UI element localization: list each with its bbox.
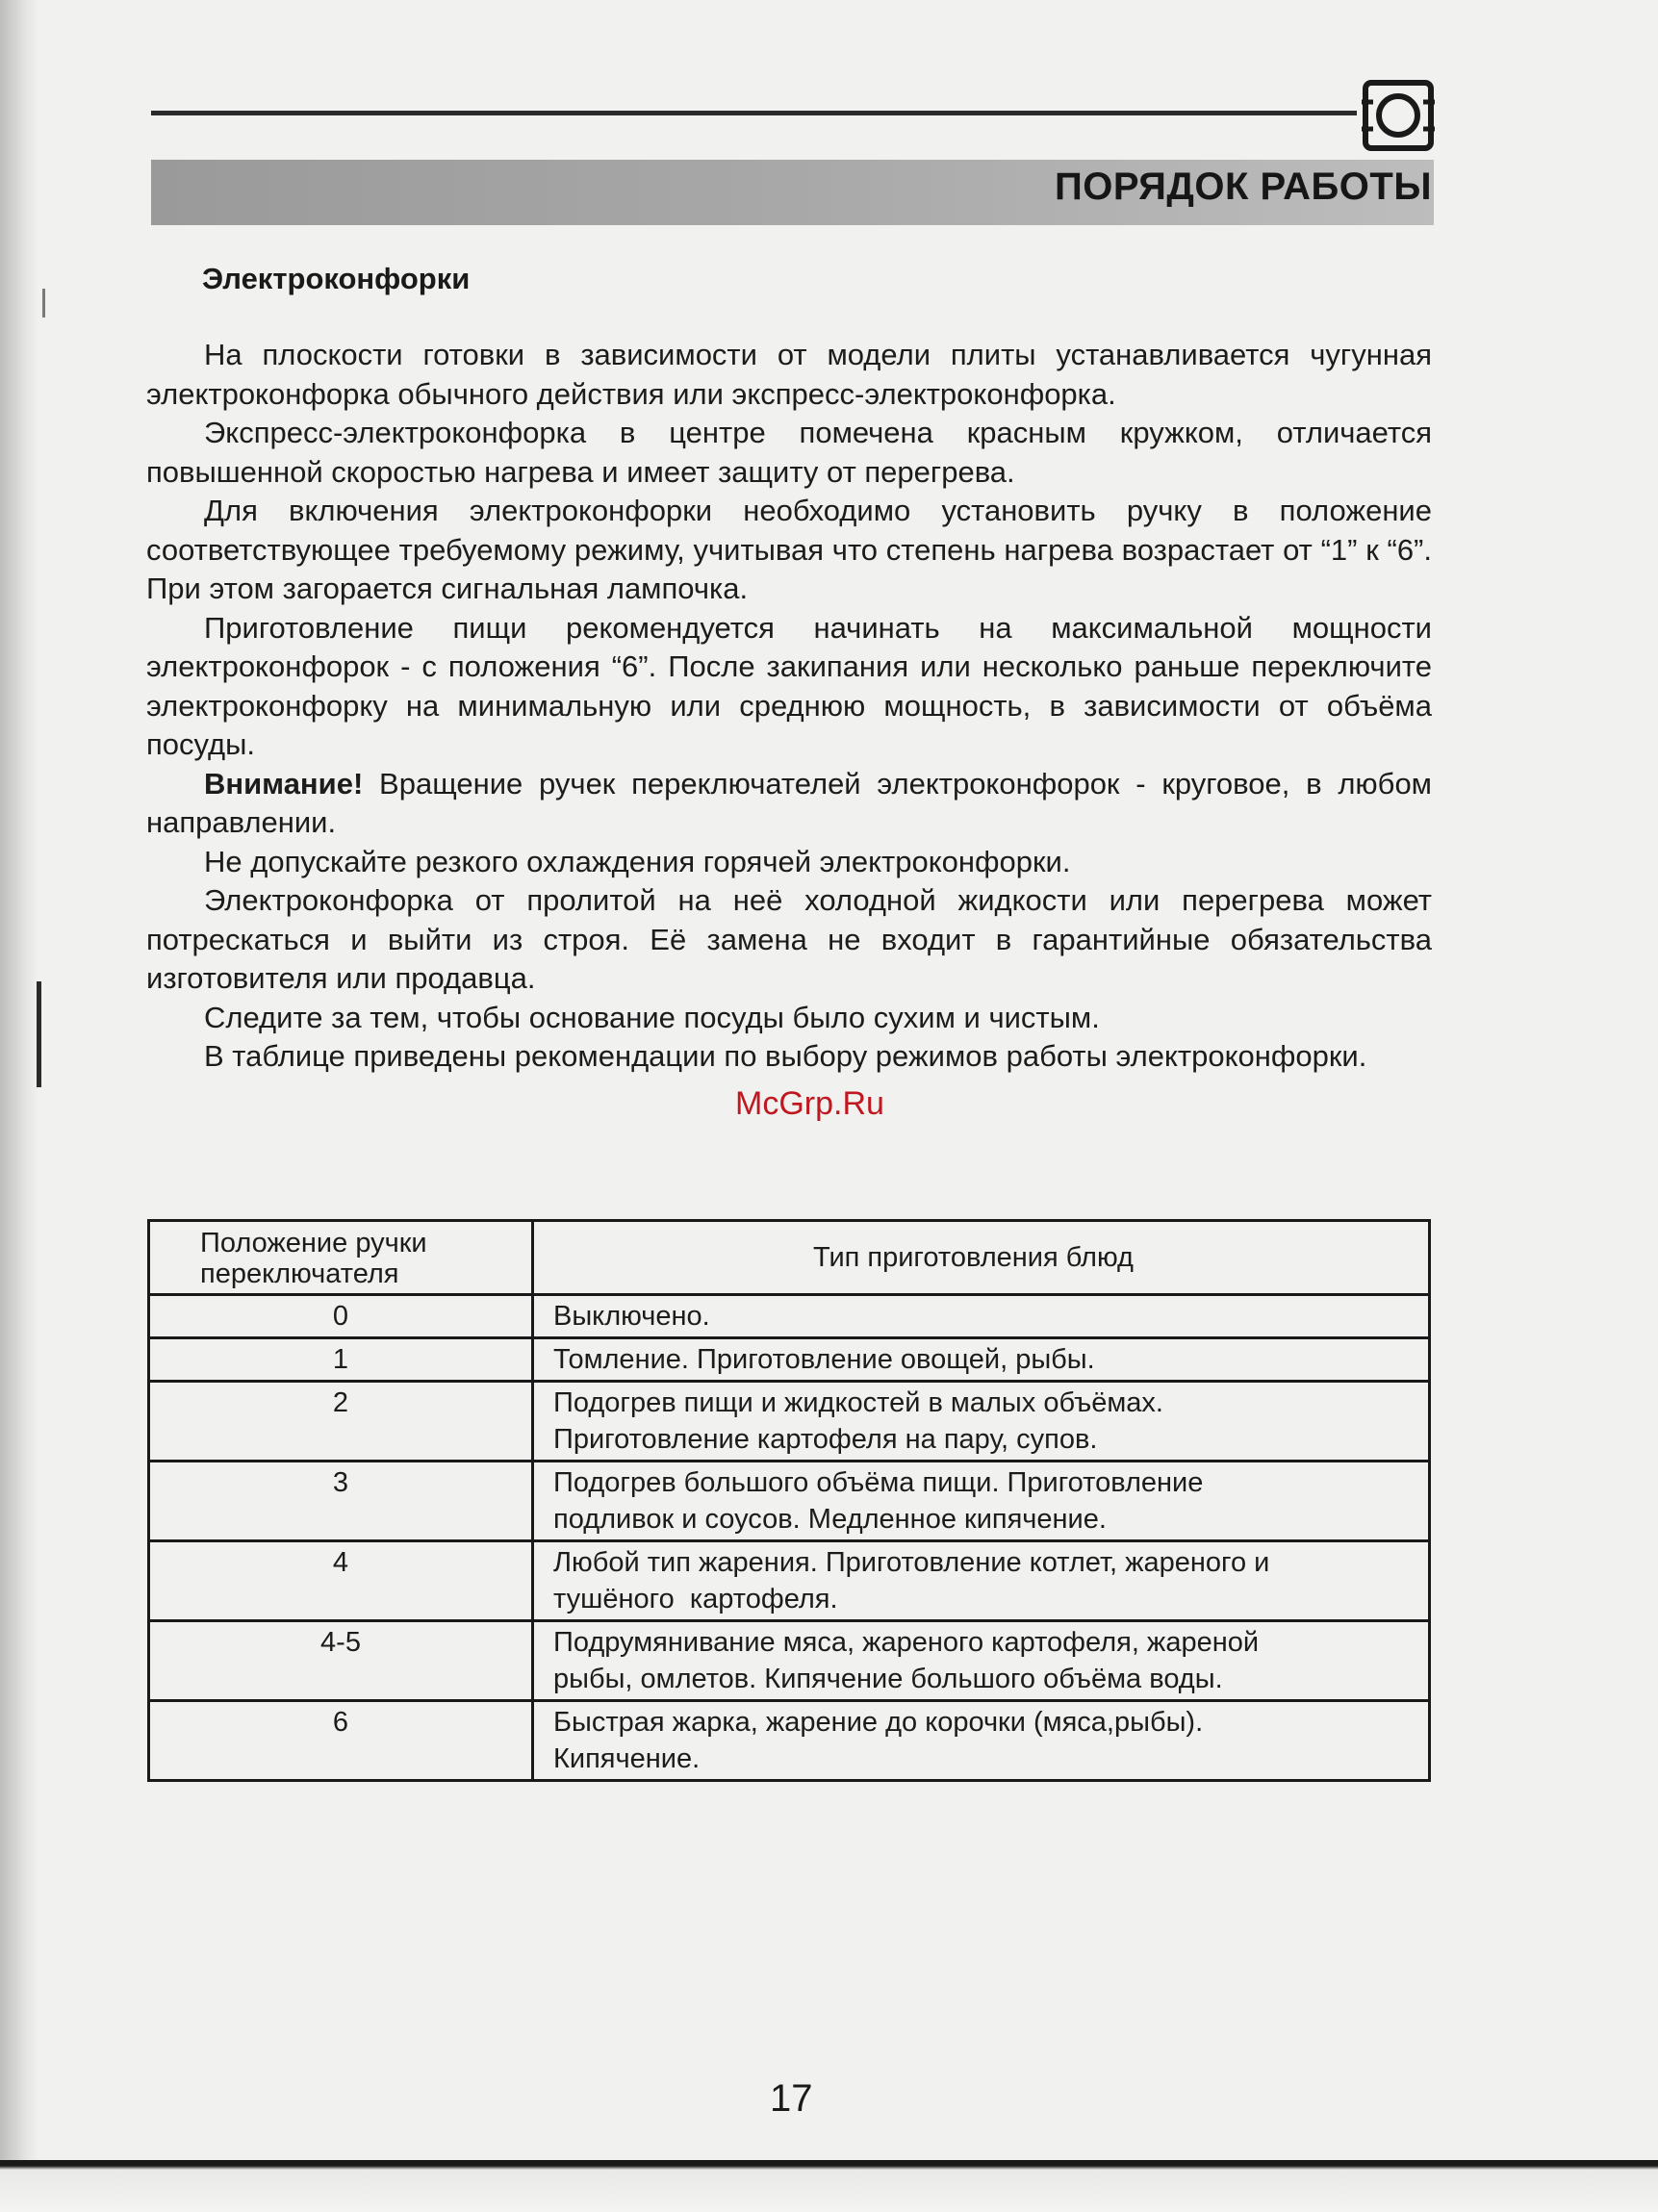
modes-table [147, 1219, 1431, 1782]
header-rule [151, 111, 1357, 115]
table-row [149, 1541, 1430, 1621]
description-line: Кипячение. [553, 1743, 701, 1774]
position-cell: 4-5 [149, 1621, 533, 1701]
attention-paragraph [146, 765, 1432, 843]
description-cell [533, 1701, 1430, 1781]
attention-text: Вращение ручек переключателей электроконфорок - круговое, в любом направлении. [146, 766, 1432, 839]
position-cell: 4 [149, 1541, 533, 1621]
paragraph: Приготовление пищи рекомендуется начинать на максимальной мощности электроконфорок - с положения “6”. После закипания или несколько раньше переключите электроконфорку на минимальную или среднюю мощность, в зависимости от объёма посуды. [146, 610, 1432, 761]
paragraph: В таблице приведены рекомендации по выбору режимов работы электроконфорки. [204, 1039, 1367, 1073]
description-line: рыбы, омлетов. Кипячение большого объёма воды. [553, 1664, 1223, 1694]
position-cell: 1 [149, 1338, 533, 1382]
description-line: Подогрев большого объёма пищи. Приготовление [553, 1467, 1204, 1498]
description-line: тушёного картофеля. [553, 1584, 838, 1615]
paragraph: Для включения электроконфорки необходимо установить ручку в положение соответствующее требуемому режиму, учитывая что степень нагрева возрастает от “1” к “6”. При этом загорается сигнальная лампочка. [146, 494, 1432, 605]
paragraph: Следите за тем, чтобы основание посуды было сухим и чистым. [204, 1000, 1100, 1034]
description-line: Томление. Приготовление овощей, рыбы. [553, 1344, 1095, 1375]
paragraph: Электроконфорка от пролитой на неё холодной жидкости или перегрева может потрескаться и выйти из строя. Её замена не входит в гарантийные обязательства изготовителя или продавца. [146, 883, 1432, 995]
paragraph: Не допускайте резкого охлаждения горячей электроконфорки. [204, 844, 1071, 878]
table-header-position: Положение ручки переключателя [149, 1221, 533, 1295]
description-cell [533, 1295, 1430, 1338]
description-line: Выключено. [553, 1301, 710, 1332]
position-cell: 3 [149, 1462, 533, 1541]
table-row [149, 1295, 1430, 1338]
body-text [146, 336, 1432, 1077]
position-cell: 2 [149, 1382, 533, 1462]
description-line: подливок и соусов. Медленное кипячение. [553, 1504, 1107, 1535]
page-title: ПОРЯДОК РАБОТЫ [1055, 165, 1432, 208]
description-cell [533, 1621, 1430, 1701]
page-binding-shadow [0, 0, 38, 2212]
description-line: Подогрев пищи и жидкостей в малых объёмах. [553, 1387, 1163, 1418]
description-cell [533, 1462, 1430, 1541]
description-line: Приготовление картофеля на пару, супов. [553, 1424, 1098, 1455]
description-line: Быстрая жарка, жарение до корочки (мяса,рыбы). [553, 1707, 1204, 1738]
description-cell [533, 1338, 1430, 1382]
table-row [149, 1382, 1430, 1462]
table-row [149, 1462, 1430, 1541]
oven-symbol-icon [1360, 77, 1437, 154]
section-heading: Электроконфорки [202, 262, 471, 295]
margin-mark [37, 981, 41, 1087]
paragraph: На плоскости готовки в зависимости от модели плиты устанавливается чугунная электроконфорка обычного действия или экспресс-электроконфорка. [146, 338, 1432, 411]
position-cell: 0 [149, 1295, 533, 1338]
description-line: Подрумянивание мяса, жареного картофеля, жареной [553, 1627, 1260, 1658]
description-cell [533, 1382, 1430, 1462]
position-cell: 6 [149, 1701, 533, 1781]
page-bottom-edge [0, 2160, 1658, 2212]
margin-mark [42, 289, 45, 318]
page-number: 17 [770, 2077, 813, 2120]
attention-label: Внимание! [204, 766, 364, 801]
header-band [151, 160, 1434, 225]
table-row [149, 1338, 1430, 1382]
paragraph: Экспресс-электроконфорка в центре помечена красным кружком, отличается повышенной скоростью нагрева и имеет защиту от перегрева. [146, 416, 1432, 489]
table-header-row [149, 1221, 1430, 1295]
watermark-link[interactable]: McGrp.Ru [735, 1085, 884, 1122]
description-cell [533, 1541, 1430, 1621]
table-row [149, 1701, 1430, 1781]
table-row [149, 1621, 1430, 1701]
description-line: Любой тип жарения. Приготовление котлет, жареного и [553, 1547, 1270, 1578]
table-header-type: Тип приготовления блюд [533, 1221, 1430, 1295]
